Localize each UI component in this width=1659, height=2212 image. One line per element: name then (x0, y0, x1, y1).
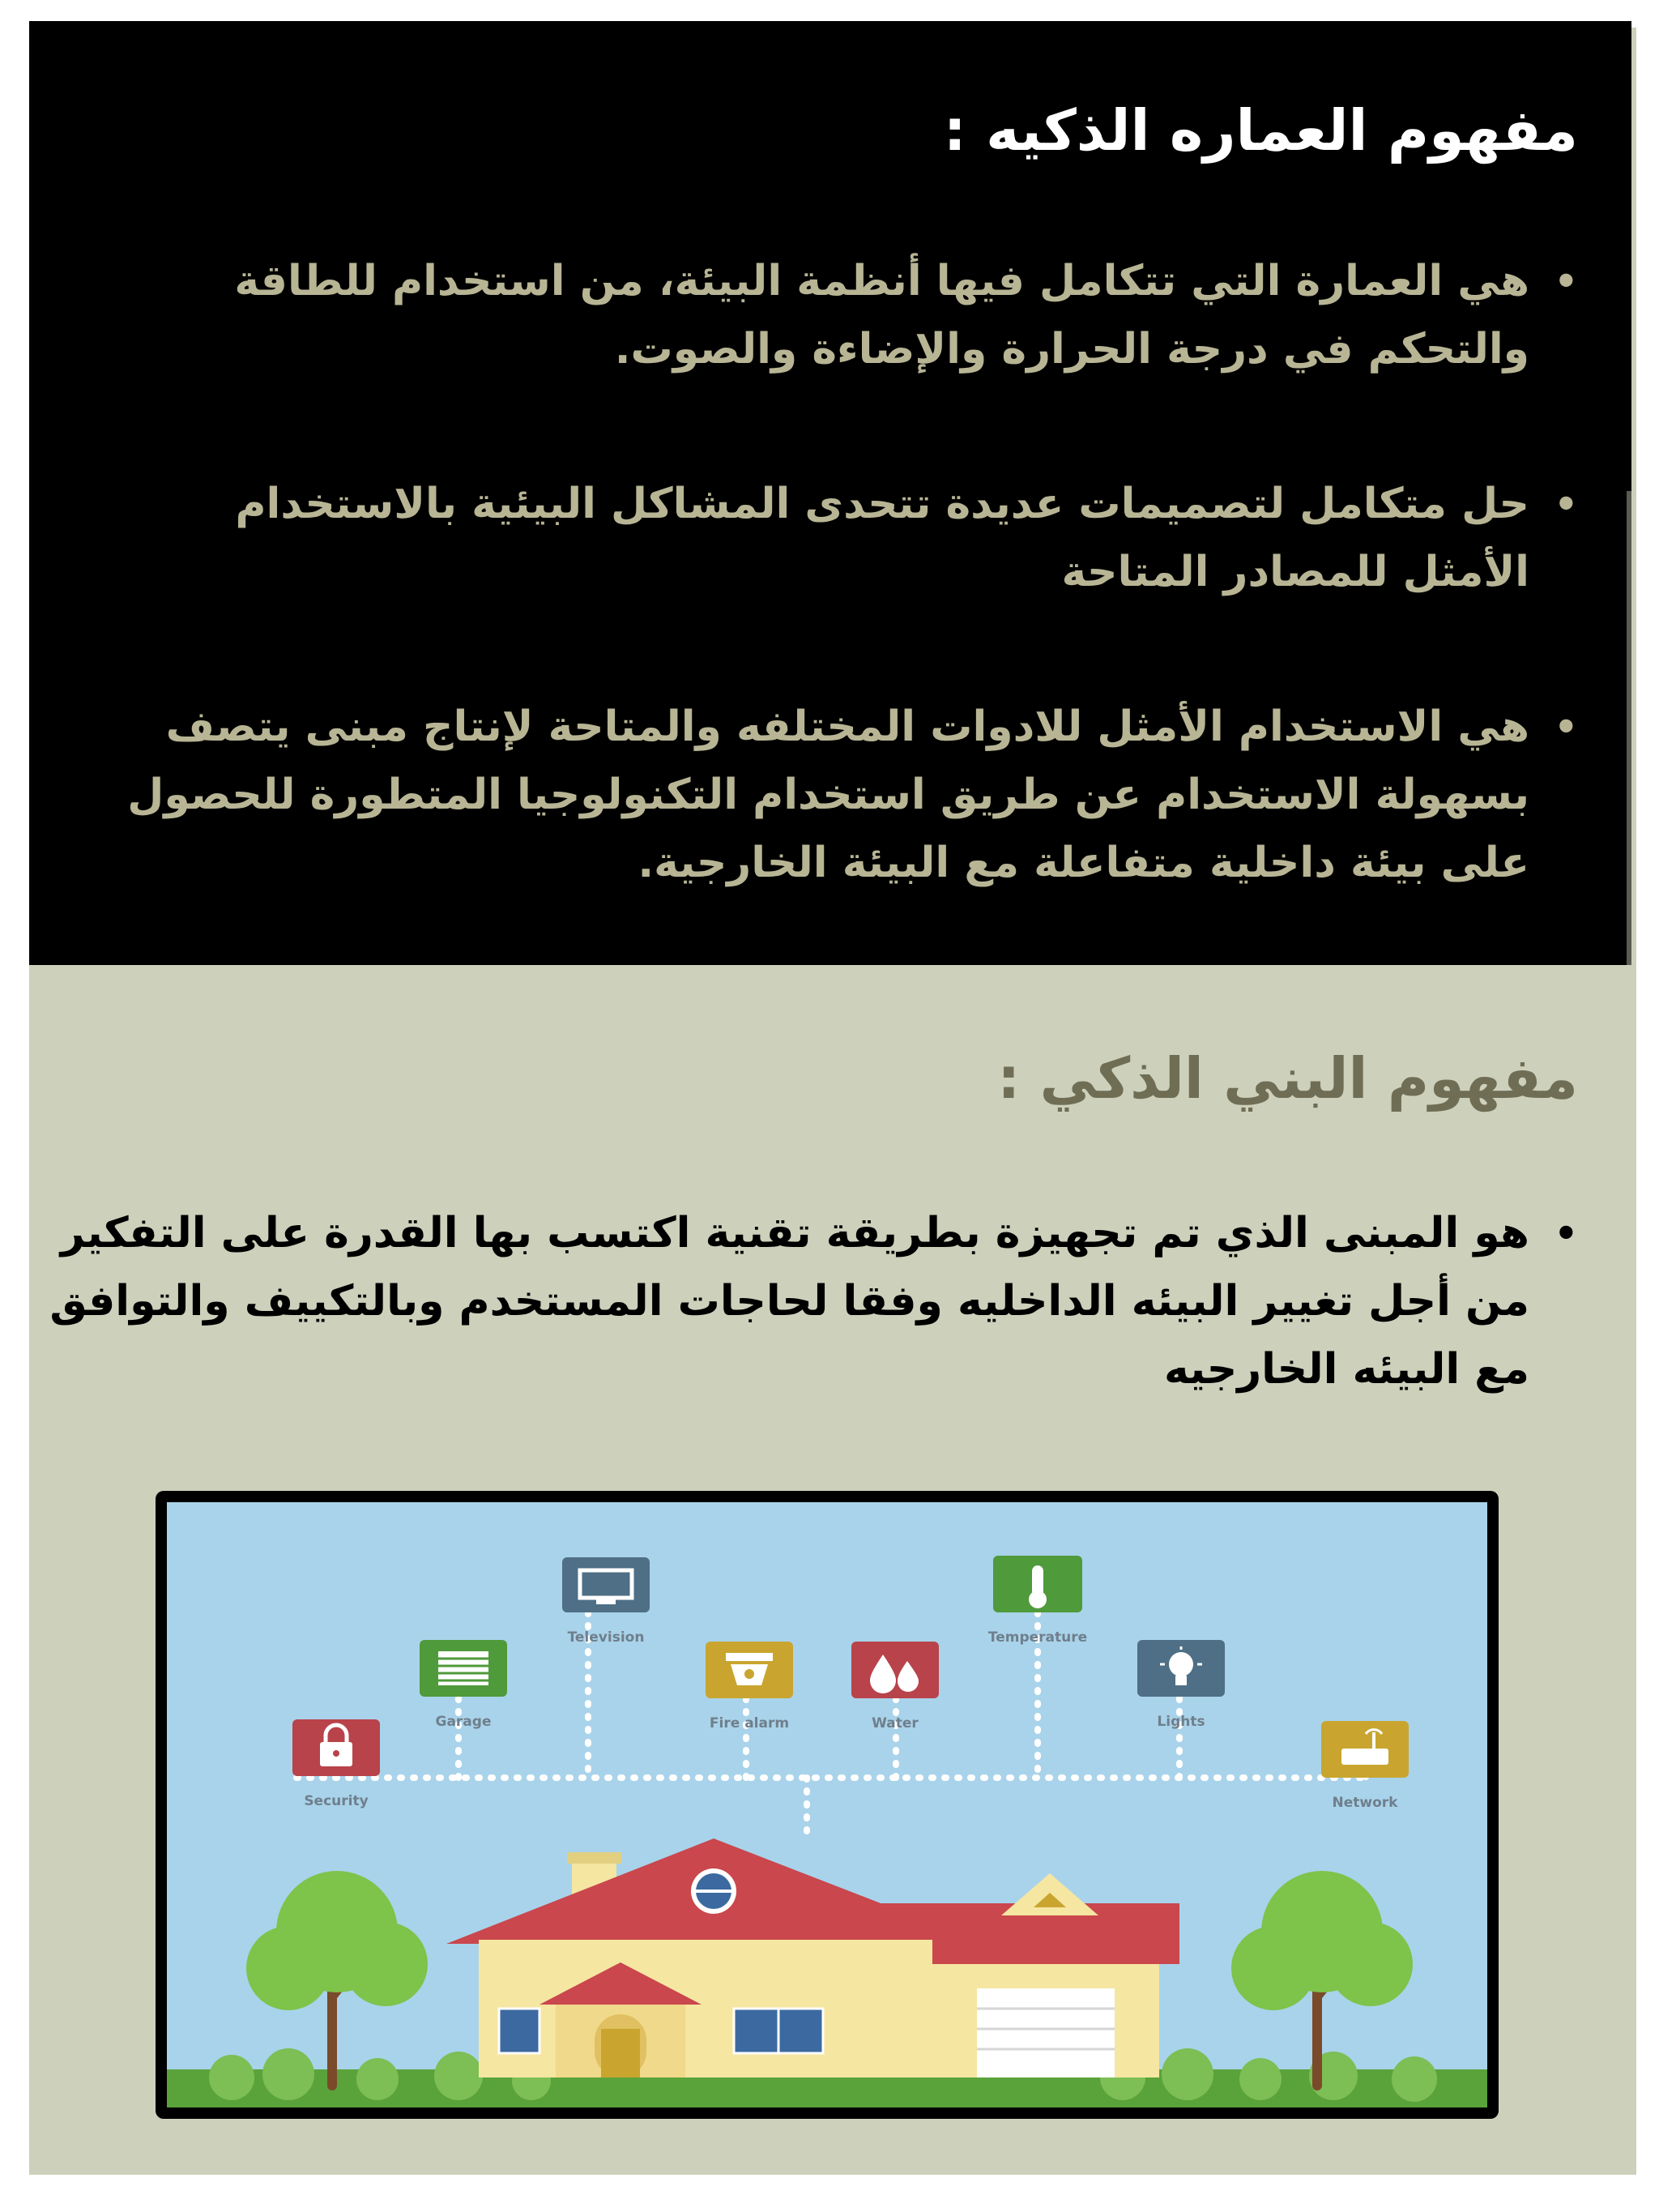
section2-title: مفهوم البني الذكي : (997, 1045, 1578, 1112)
panel-edge-lower (1627, 491, 1631, 965)
water-drop-icon (851, 1642, 939, 1698)
security-label: Security (304, 1793, 369, 1809)
router-icon (1321, 1721, 1409, 1778)
panel-edge (1627, 21, 1631, 491)
network-label: Network (1332, 1795, 1398, 1811)
television-icon (562, 1557, 650, 1612)
garage-label: Garage (435, 1714, 492, 1730)
section2-bullet-1: • هو المبنى الذي تم تجهيزة بطريقة تقنية اكتسب بها القدرة على التفكير من أجل تغيير البيئه الداخليه وفقا لحاجات المستخدم وبالتكييف والتوافق مع البيئه الخارجيه (47, 1199, 1578, 1403)
section1-bullet-2: • حل متكامل لتصميمات عديدة تتحدى المشاكل البيئية بالاستخدام الأمثل للمصادر المتاحة (152, 470, 1578, 606)
lights-label: Lights (1157, 1714, 1205, 1730)
fire-alarm-label: Fire alarm (709, 1715, 790, 1732)
garage-icon (420, 1640, 507, 1697)
section1-bullets (79, 247, 1578, 984)
smart-home-illustration (156, 1491, 1499, 2119)
section1-bullet-1: • هي العمارة التي تتكامل فيها أنظمة البيئة، من استخدام للطاقة والتحكم في درجة الحرارة والإضاءة والصوت. (104, 247, 1578, 383)
light-bulb-icon (1137, 1640, 1225, 1697)
section1-bullet-3: • هي الاستخدام الأمثل للادوات المختلفه والمتاحة لإنتاج مبنى يتصف بسهولة الاستخدام عن طريق استخدام التكنولوجيا المتطورة للحصول على بيئة داخلية متفاعلة مع البيئة الخارجية. (104, 693, 1578, 897)
television-label: Television (567, 1629, 645, 1646)
water-label: Water (872, 1715, 919, 1732)
fire-alarm-icon (706, 1642, 793, 1698)
temperature-label: Temperature (987, 1629, 1088, 1646)
smart-home-scene (167, 1502, 1487, 2107)
thermometer-icon (993, 1556, 1082, 1612)
padlock-icon (292, 1719, 380, 1776)
section1-title: مفهوم العماره الذكيه : (943, 97, 1578, 164)
section2-bullets (47, 1199, 1578, 1403)
